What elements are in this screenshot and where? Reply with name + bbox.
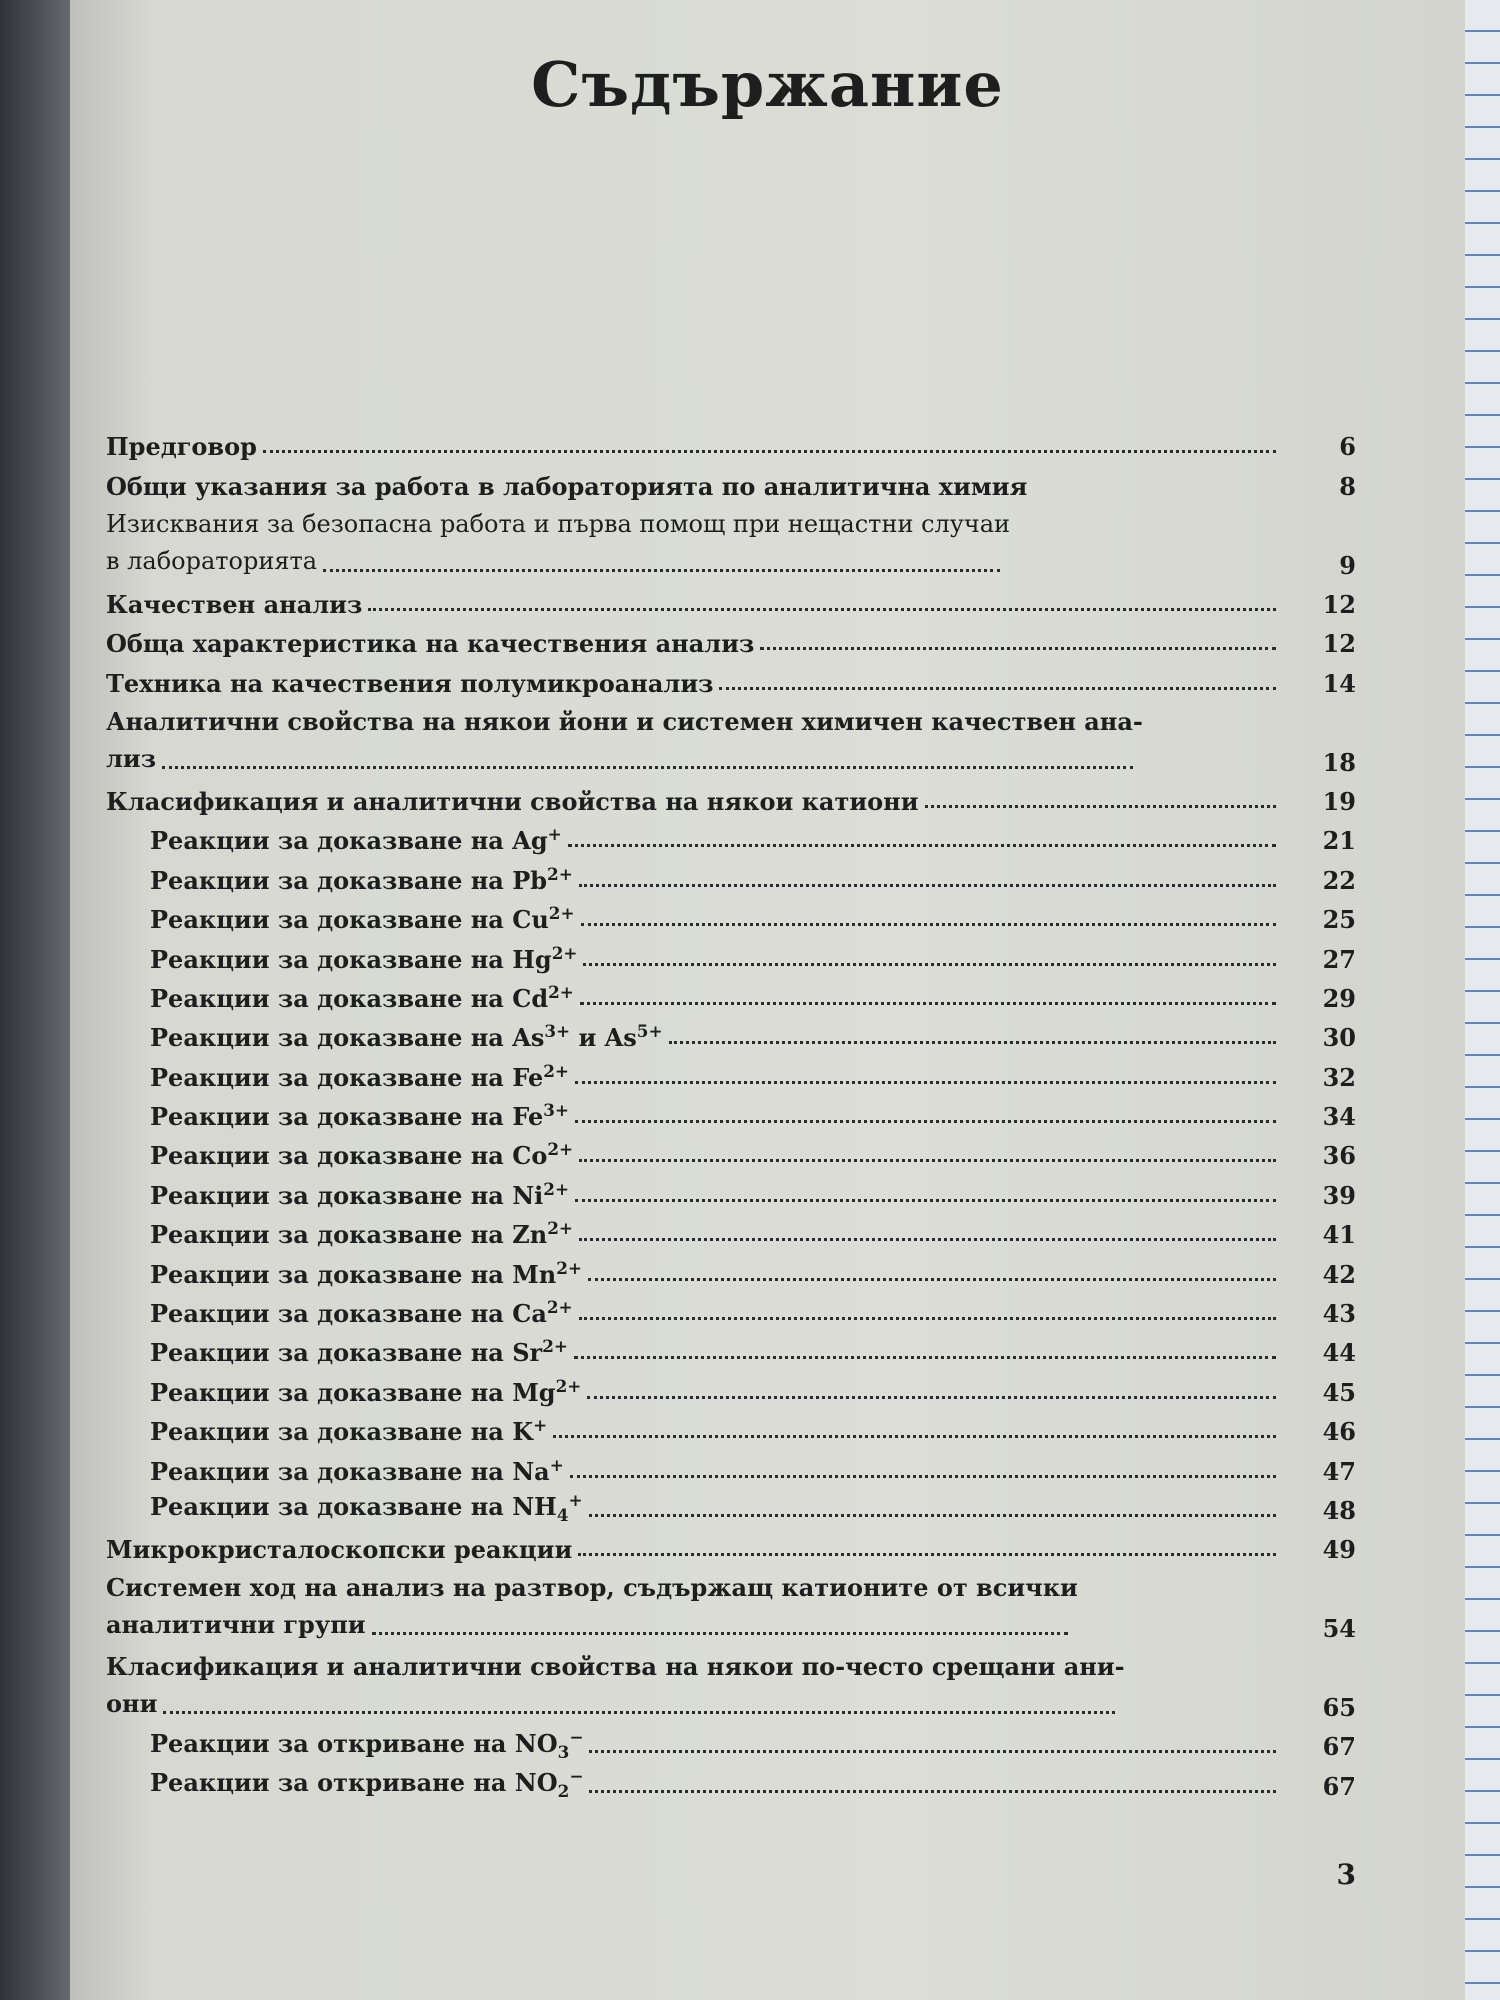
- toc-subentry: Реакции за доказване на $Ni^{2+}$ 39: [150, 1178, 1356, 1210]
- page-number: 6: [1339, 432, 1356, 462]
- toc-subentry: Реакции за доказване на $Sr^{2+}$ 44: [150, 1336, 1356, 1368]
- toc-subentry: Реакции за доказване на Na+ 47: [150, 1454, 1356, 1486]
- page-number: 27: [1322, 944, 1356, 974]
- page-number: 25: [1322, 905, 1356, 935]
- page-number: 54: [1322, 1614, 1356, 1644]
- toc-subentry: Реакции за доказване на $Co^{2+}$ 36: [150, 1139, 1356, 1171]
- page-number: 19: [1322, 786, 1356, 816]
- toc-subentry: Реакции за доказване на $Mg^{2+}$ 45: [150, 1375, 1356, 1407]
- page-number: 18: [1322, 747, 1356, 777]
- page-number: 9: [1339, 550, 1356, 580]
- toc-subentry: Реакции за откриване на $NO_3^-$ 67: [150, 1726, 1356, 1762]
- toc-subentry: Реакции за доказване на $As^{3+}$ и $As^{5+}$ 30: [150, 1021, 1356, 1053]
- toc-entry: Качествен анализ 12: [106, 589, 1356, 619]
- toc-entry: Предговор 6: [106, 432, 1356, 462]
- table-of-contents: [106, 422, 1356, 1801]
- page-number: 42: [1322, 1259, 1356, 1289]
- page-number: 49: [1322, 1535, 1356, 1565]
- toc-entry: Общи указания за работа в лабораторията по аналитична химия 8: [106, 471, 1356, 501]
- page-number: 39: [1322, 1180, 1356, 1210]
- toc-subentry: Реакции за доказване на Ag+ 21: [150, 824, 1356, 856]
- toc-entry: Класификация и аналитични свойства на някои по-често срещани ани- они 65: [106, 1651, 1356, 1722]
- page-number: 21: [1322, 826, 1356, 856]
- page-number: 12: [1322, 629, 1356, 659]
- page-number: 34: [1322, 1102, 1356, 1132]
- page-title: Съдържание: [531, 48, 1004, 121]
- page-number: 30: [1322, 1023, 1356, 1053]
- page-number: 65: [1322, 1692, 1356, 1722]
- page-number: 43: [1322, 1299, 1356, 1329]
- toc-subentry: Реакции за доказване на $Pb^{2+}$ 22: [150, 863, 1356, 895]
- page-number: 48: [1322, 1495, 1356, 1525]
- page-number: 32: [1322, 1062, 1356, 1092]
- toc-subentry: Реакции за доказване на $Hg^{2+}$ 27: [150, 942, 1356, 974]
- toc-subentry: Реакции за доказване на $Fe^{2+}$ 32: [150, 1060, 1356, 1092]
- toc-entry: Изисквания за безопасна работа и първа помощ при нещастни случаи в лабораторията 9: [106, 509, 1356, 580]
- toc-entry: Обща характеристика на качествения анализ 12: [106, 629, 1356, 659]
- toc-subentry: Реакции за доказване на $Ca^{2+}$ 43: [150, 1297, 1356, 1329]
- toc-subentry: Реакции за доказване на K+ 46: [150, 1415, 1356, 1447]
- toc-entry: Системен ход на анализ на разтвор, съдържащ катионите от всички аналитични групи 54: [106, 1573, 1356, 1644]
- toc-subentry: Реакции за доказване на $Mn^{2+}$ 42: [150, 1257, 1356, 1289]
- book-spine-shadow: [0, 0, 78, 2000]
- page-number: 12: [1322, 589, 1356, 619]
- page-number: 14: [1322, 668, 1356, 698]
- page-number: 46: [1322, 1417, 1356, 1447]
- toc-entry: Аналитични свойства на някои йони и системен химичен качествен ана- лиз 18: [106, 706, 1356, 777]
- toc-subentry: Реакции за откриване на $NO_2^-$ 67: [150, 1765, 1356, 1801]
- toc-subentry: Реакции за доказване на $Cd^{2+}$ 29: [150, 981, 1356, 1013]
- page-number: 8: [1339, 471, 1356, 501]
- toc-entry: Микрокристалоскопски реакции 49: [106, 1535, 1356, 1565]
- toc-subentry: Реакции за доказване на $Cu^{2+}$ 25: [150, 903, 1356, 935]
- page-number: 45: [1322, 1377, 1356, 1407]
- book-page: [70, 0, 1465, 2000]
- toc-entry: Техника на качествения полумикроанализ 14: [106, 668, 1356, 698]
- page-number: 22: [1322, 865, 1356, 895]
- toc-subentry: Реакции за доказване на $NH_4^+$ 48: [150, 1490, 1356, 1525]
- page-number: 29: [1322, 983, 1356, 1013]
- page-number: 36: [1322, 1141, 1356, 1171]
- page-number: 41: [1322, 1220, 1356, 1250]
- toc-entry: Класификация и аналитични свойства на някои катиони 19: [106, 786, 1356, 816]
- toc-subentry: Реакции за доказване на $Fe^{3+}$ 34: [150, 1100, 1356, 1132]
- toc-subentry: Реакции за доказване на $Zn^{2+}$ 41: [150, 1218, 1356, 1250]
- page-number: 67: [1322, 1732, 1356, 1762]
- page-number: 44: [1322, 1338, 1356, 1368]
- page-folio: 3: [1336, 1858, 1356, 1891]
- page-number: 67: [1322, 1771, 1356, 1801]
- page-number: 47: [1322, 1456, 1356, 1486]
